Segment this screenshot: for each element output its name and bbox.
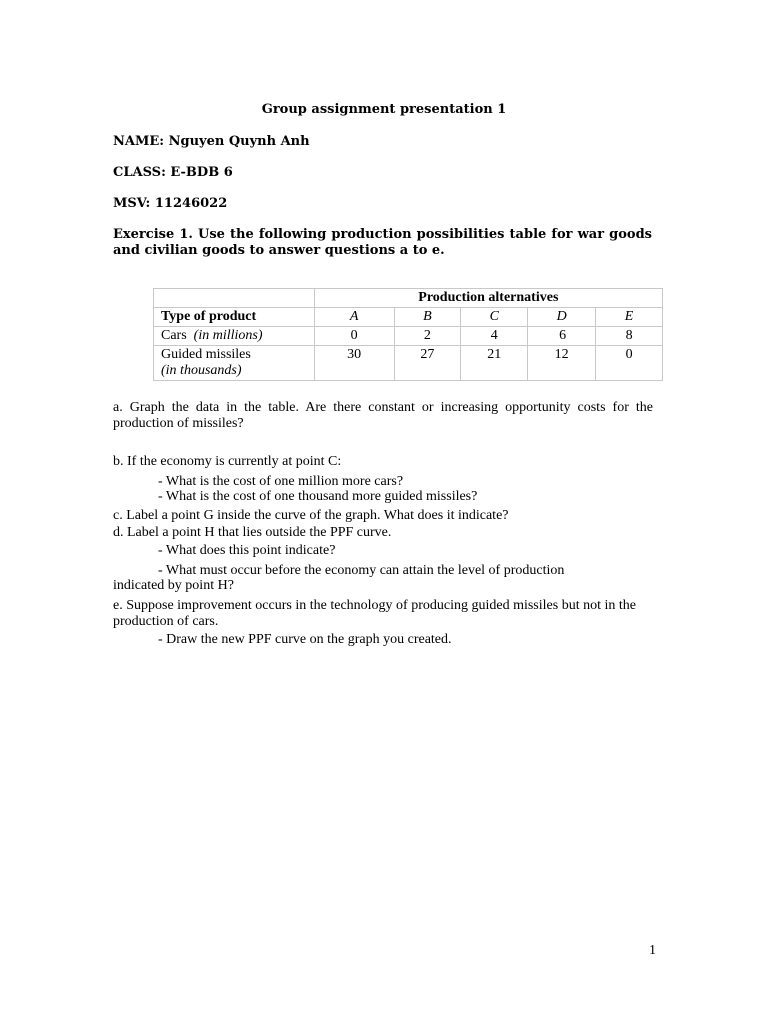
question-d: d. Label a point H that lies outside the PPF curve. [113, 525, 392, 540]
table-header-row [154, 308, 663, 327]
missiles-label: Guided missiles [161, 347, 251, 362]
alternative-a-header: A [314, 308, 394, 327]
question-b-part-1: - What is the cost of one million more cars? [158, 474, 404, 489]
table-group-header-row [154, 289, 663, 308]
production-alternatives-header: Production alternatives [314, 289, 662, 308]
cars-value-d: 6 [528, 327, 596, 346]
question-b: b. If the economy is currently at point C: [113, 454, 342, 469]
question-c: c. Label a point G inside the curve of the graph. What does it indicate? [113, 508, 509, 523]
alternative-e-header: E [596, 308, 663, 327]
production-possibilities-table [153, 288, 663, 381]
cars-value-b: 2 [394, 327, 461, 346]
type-of-product-header: Type of product [154, 308, 315, 327]
question-d-part-2-continued: indicated by point H? [113, 578, 234, 593]
missiles-value-c: 21 [461, 346, 528, 381]
table-corner-cell [154, 289, 315, 308]
page-number: 1 [649, 943, 656, 958]
cars-value-c: 4 [461, 327, 528, 346]
question-d-part-1: - What does this point indicate? [158, 543, 336, 558]
student-class: CLASS: E-BDB 6 [113, 165, 233, 180]
question-b-part-2: - What is the cost of one thousand more guided missiles? [158, 489, 478, 504]
question-e-part-1: - Draw the new PPF curve on the graph you created. [158, 632, 452, 647]
alternative-b-header: B [394, 308, 461, 327]
missiles-value-e: 0 [596, 346, 663, 381]
question-d-part-2: - What must occur before the economy can attain the level of production [158, 563, 565, 578]
missiles-unit: (in thousands) [161, 363, 242, 378]
cars-label-cell [154, 327, 315, 346]
alternative-d-header: D [528, 308, 596, 327]
missiles-value-a: 30 [314, 346, 394, 381]
table-row-cars [154, 327, 663, 346]
question-a: a. Graph the data in the table. Are there constant or increasing opportunity costs for the production of missiles? [113, 400, 653, 431]
document-title: Group assignment presentation 1 [261, 102, 507, 117]
table-row-missiles [154, 346, 663, 381]
student-name: NAME: Nguyen Quynh Anh [113, 134, 310, 149]
cars-label: Cars [161, 328, 187, 343]
alternative-c-header: C [461, 308, 528, 327]
cars-unit: (in millions) [193, 328, 263, 343]
missiles-value-d: 12 [528, 346, 596, 381]
student-id: MSV: 11246022 [113, 196, 228, 211]
cars-value-a: 0 [314, 327, 394, 346]
exercise-prompt: Exercise 1. Use the following production possibilities table for war goods and civilian goods to answer questions a to e. [113, 227, 652, 258]
question-e: e. Suppose improvement occurs in the technology of producing guided missiles but not in the production of cars. [113, 598, 636, 629]
missiles-label-cell [154, 346, 315, 381]
cars-value-e: 8 [596, 327, 663, 346]
missiles-value-b: 27 [394, 346, 461, 381]
